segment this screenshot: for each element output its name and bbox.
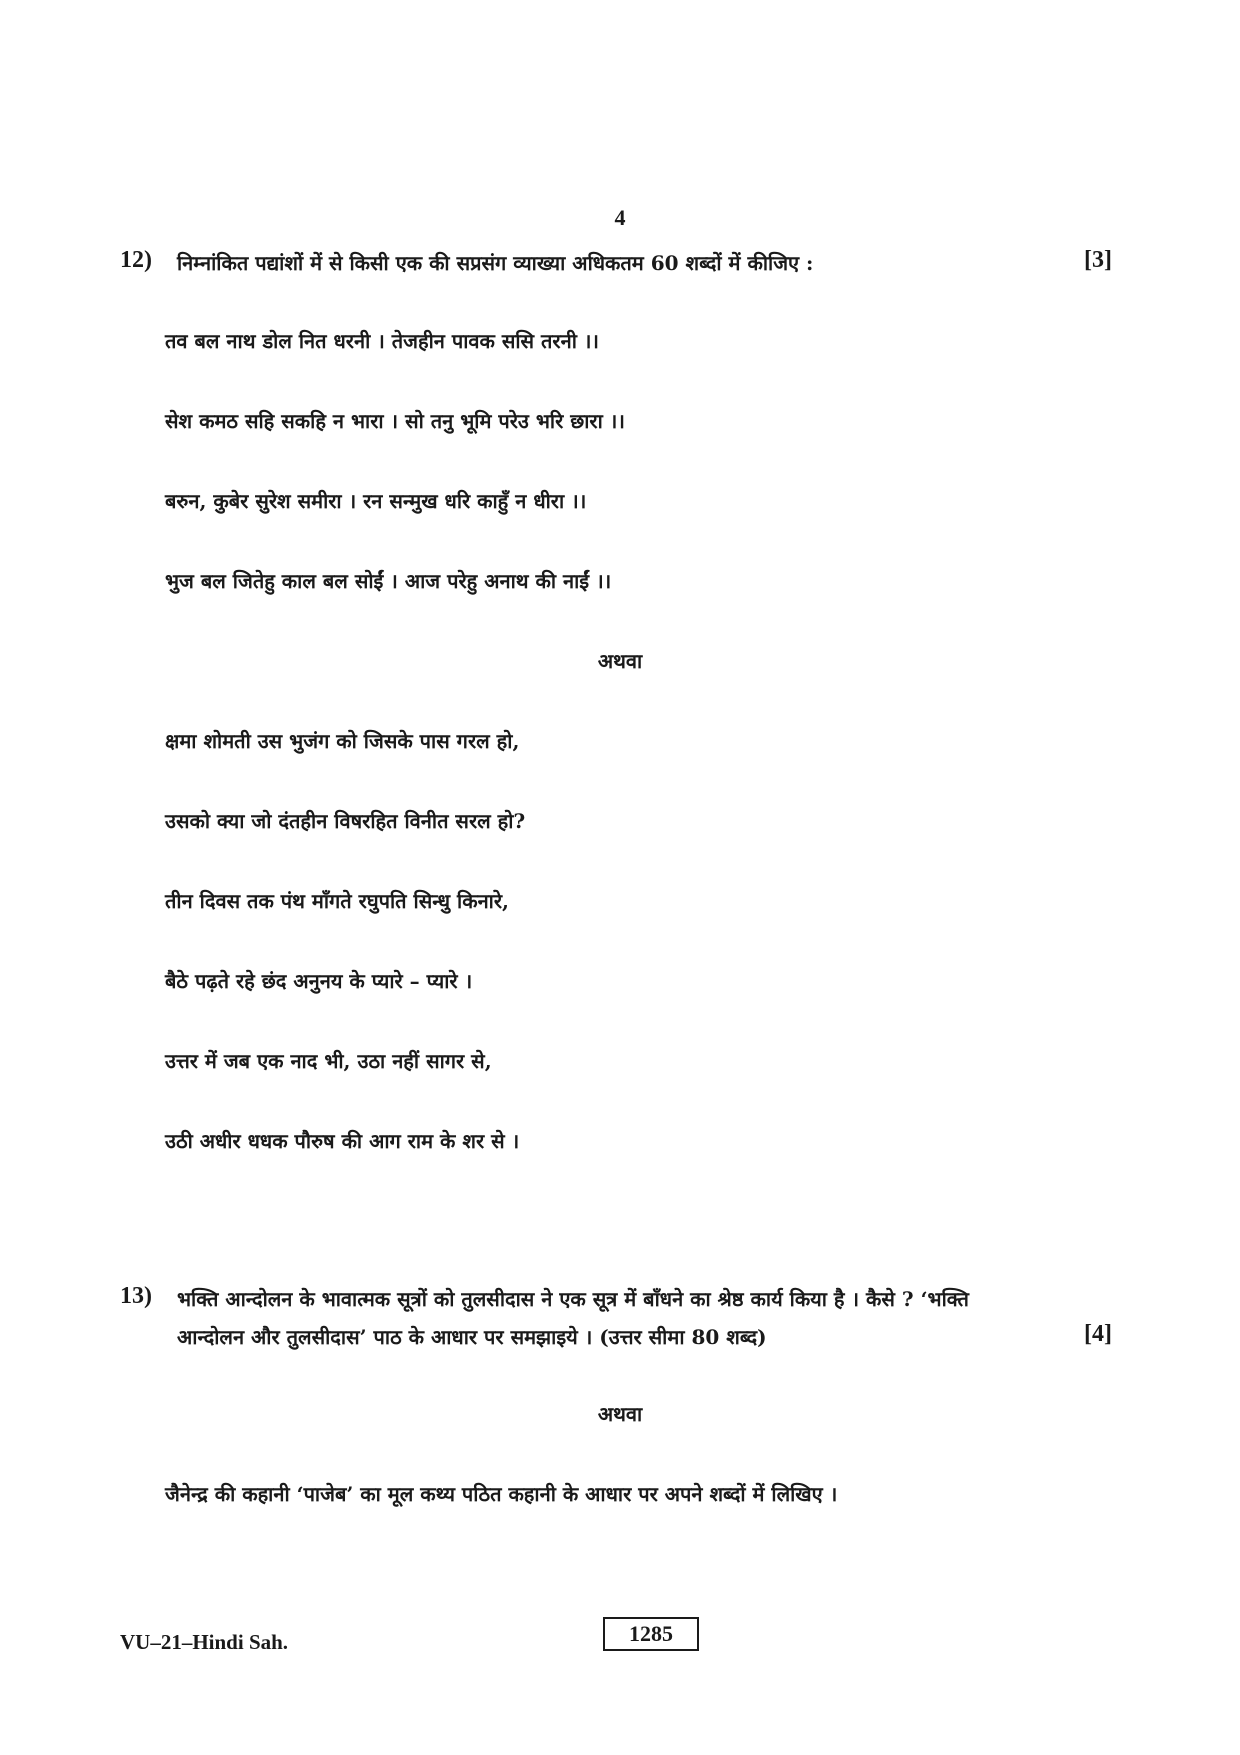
- passage1-line-3: बरुन, कुबेर सुरेश समीरा । रन सन्मुख धरि काहुँ न धीरा ।।: [165, 489, 587, 513]
- passage2-line-2: उसको क्या जो दंतहीन विषरहित विनीत सरल हो?: [165, 809, 526, 833]
- or-divider-13: अथवा: [597, 1402, 643, 1426]
- question-12-text: निम्नांकित पद्यांशों में से किसी एक की सप्रसंग व्याख्या अधिकतम 60 शब्दों में कीजिए :: [177, 251, 814, 275]
- question-13-line-1: भक्ति आन्दोलन के भावात्मक सूत्रों को तुलसीदास ने एक सूत्र में बाँधने का श्रेष्ठ कार्य किया है । कैसे ? ‘भक्ति: [177, 1287, 969, 1311]
- or-divider-12: अथवा: [597, 649, 643, 673]
- page-number: 4: [614, 205, 626, 230]
- question-13-marks: [4]: [1084, 1321, 1112, 1347]
- question-13-alternative: जैनेन्द्र की कहानी ‘पाजेब’ का मूल कथ्य पठित कहानी के आधार पर अपने शब्दों में लिखिए ।: [165, 1482, 838, 1506]
- question-12-number: 12): [120, 247, 152, 273]
- passage2-line-5: उत्तर में जब एक नाद भी, उठा नहीं सागर से,: [165, 1049, 492, 1073]
- question-13-line-2: आन्दोलन और तुलसीदास’ पाठ के आधार पर समझाइये । (उत्तर सीमा 80 शब्द): [177, 1325, 767, 1349]
- paper-number-box: 1285: [603, 1617, 699, 1651]
- question-12-marks: [3]: [1084, 247, 1112, 273]
- paper-code: VU–21–Hindi Sah.: [120, 1630, 289, 1654]
- passage2-line-1: क्षमा शोमती उस भुजंग को जिसके पास गरल हो,: [165, 729, 520, 753]
- passage2-line-6: उठी अधीर धधक पौरुष की आग राम के शर से ।: [165, 1129, 520, 1153]
- passage1-line-4: भुज बल जितेहु काल बल सोईं । आज परेहु अनाथ की नाईं ।।: [165, 569, 612, 593]
- passage1-line-1: तव बल नाथ डोल नित धरनी । तेजहीन पावक ससि तरनी ।।: [165, 329, 600, 353]
- question-13-number: 13): [120, 1283, 152, 1309]
- passage2-line-4: बैठे पढ़ते रहे छंद अनुनय के प्यारे – प्यारे ।: [165, 969, 473, 993]
- passage1-line-2: सेश कमठ सहि सकहि न भारा । सो तनु भूमि परेउ भरि छारा ।।: [165, 409, 625, 433]
- passage2-line-3: तीन दिवस तक पंथ माँगते रघुपति सिन्धु किनारे,: [165, 889, 510, 913]
